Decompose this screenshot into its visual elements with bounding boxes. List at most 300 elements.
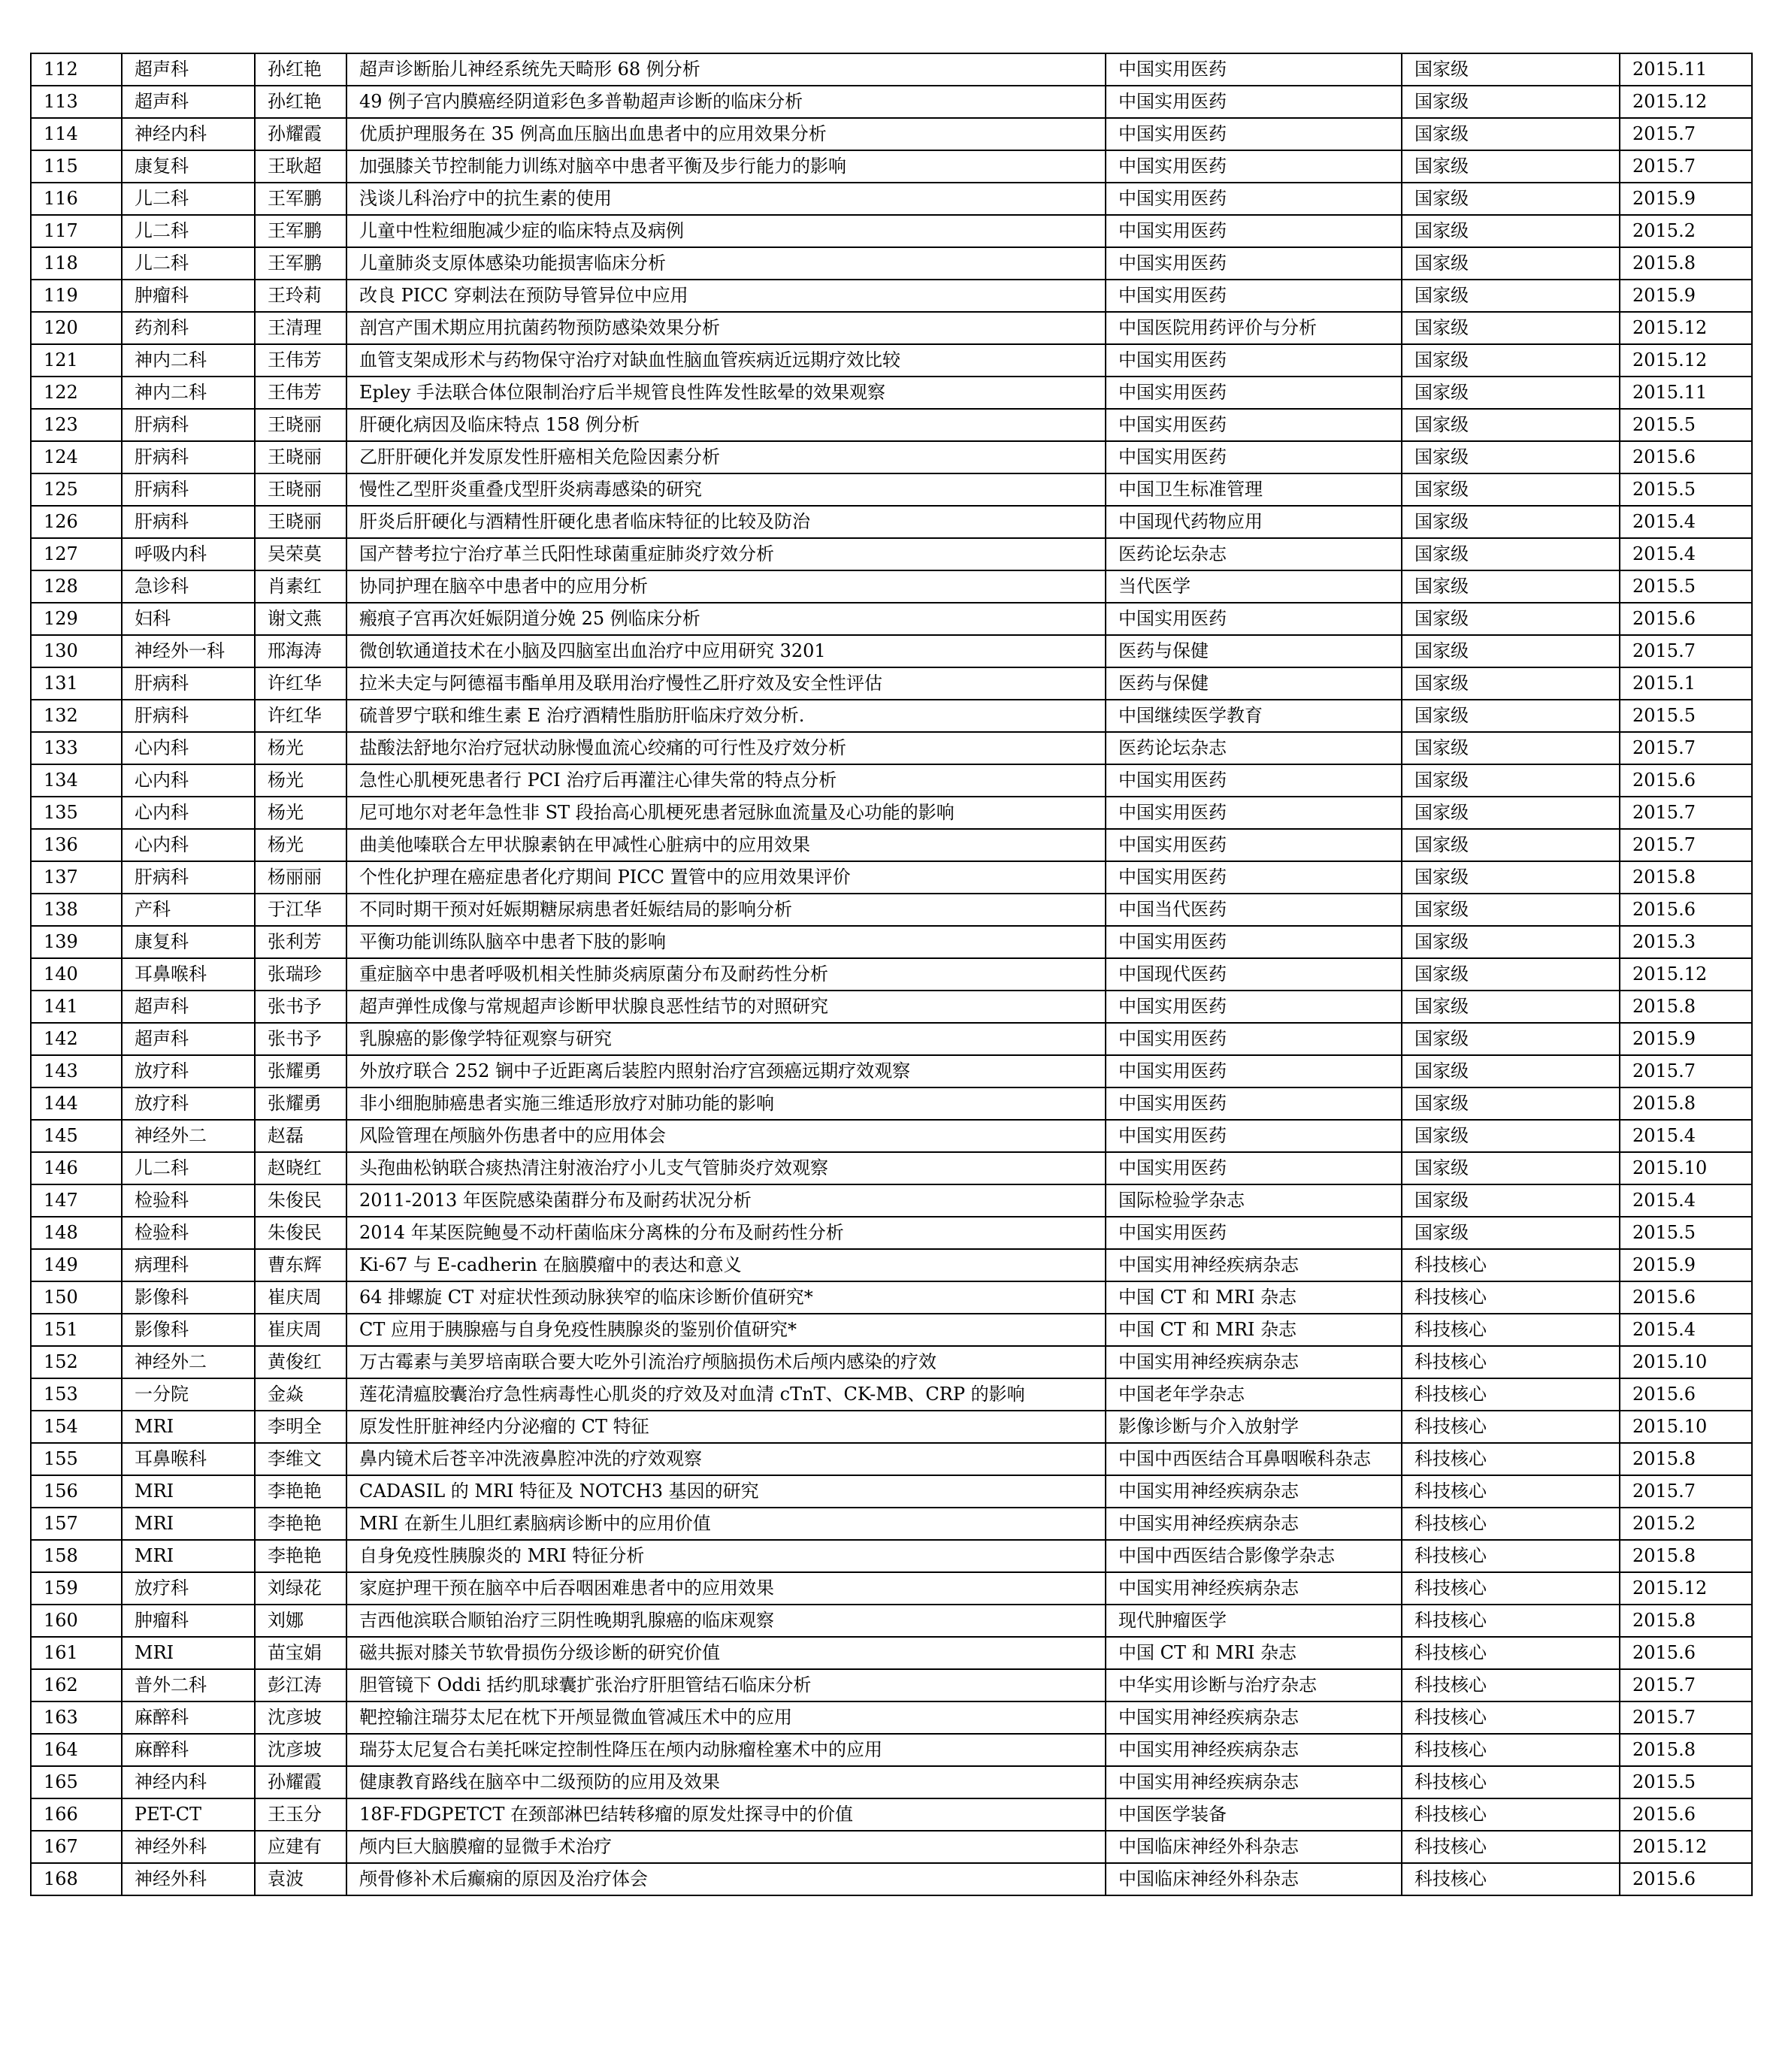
department-cell: MRI [122, 1475, 255, 1508]
author-cell: 沈彦坡 [255, 1734, 346, 1766]
department-cell: 病理科 [122, 1249, 255, 1281]
department-cell: 神经内科 [122, 118, 255, 150]
journal-cell: 中华实用诊断与治疗杂志 [1106, 1669, 1402, 1701]
date-cell: 2015.6 [1620, 603, 1752, 635]
date-cell: 2015.5 [1620, 1217, 1752, 1249]
table-row [31, 1249, 1752, 1281]
journal-cell: 中国实用神经疾病杂志 [1106, 1766, 1402, 1798]
author-cell: 曹东辉 [255, 1249, 346, 1281]
date-cell: 2015.4 [1620, 506, 1752, 538]
row-number-cell: 158 [31, 1540, 122, 1572]
journal-cell: 中国 CT 和 MRI 杂志 [1106, 1314, 1402, 1346]
journal-cell: 中国 CT 和 MRI 杂志 [1106, 1281, 1402, 1314]
department-cell: 神经外科 [122, 1863, 255, 1895]
department-cell: 呼吸内科 [122, 538, 255, 570]
row-number-cell: 113 [31, 86, 122, 118]
journal-cell: 中国实用医药 [1106, 1152, 1402, 1184]
level-cell: 国家级 [1402, 894, 1620, 926]
author-cell: 王伟芳 [255, 344, 346, 377]
author-cell: 赵磊 [255, 1120, 346, 1152]
author-cell: 肖素红 [255, 570, 346, 603]
date-cell: 2015.6 [1620, 1378, 1752, 1411]
table-row [31, 409, 1752, 441]
row-number-cell: 122 [31, 377, 122, 409]
journal-cell: 医药论坛杂志 [1106, 538, 1402, 570]
date-cell: 2015.12 [1620, 1572, 1752, 1605]
table-row [31, 506, 1752, 538]
level-cell: 国家级 [1402, 700, 1620, 732]
journal-cell: 中国实用医药 [1106, 441, 1402, 473]
department-cell: 康复科 [122, 150, 255, 183]
row-number-cell: 135 [31, 797, 122, 829]
level-cell: 国家级 [1402, 861, 1620, 894]
row-number-cell: 119 [31, 280, 122, 312]
journal-cell: 中国医学装备 [1106, 1798, 1402, 1831]
level-cell: 国家级 [1402, 764, 1620, 797]
level-cell: 国家级 [1402, 344, 1620, 377]
journal-cell: 中国实用医药 [1106, 183, 1402, 215]
journal-cell: 中国 CT 和 MRI 杂志 [1106, 1637, 1402, 1669]
title-cell: 非小细胞肺癌患者实施三维适形放疗对肺功能的影响 [346, 1087, 1106, 1120]
date-cell: 2015.11 [1620, 53, 1752, 86]
date-cell: 2015.5 [1620, 473, 1752, 506]
date-cell: 2015.6 [1620, 894, 1752, 926]
row-number-cell: 142 [31, 1023, 122, 1055]
table-row [31, 53, 1752, 86]
level-cell: 国家级 [1402, 86, 1620, 118]
level-cell: 科技核心 [1402, 1605, 1620, 1637]
date-cell: 2015.7 [1620, 1475, 1752, 1508]
journal-cell: 中国现代药物应用 [1106, 506, 1402, 538]
author-cell: 孙耀霞 [255, 1766, 346, 1798]
date-cell: 2015.8 [1620, 1540, 1752, 1572]
table-row [31, 118, 1752, 150]
date-cell: 2015.10 [1620, 1152, 1752, 1184]
row-number-cell: 161 [31, 1637, 122, 1669]
title-cell: 急性心肌梗死患者行 PCI 治疗后再灌注心律失常的特点分析 [346, 764, 1106, 797]
journal-cell: 影像诊断与介入放射学 [1106, 1411, 1402, 1443]
journal-cell: 当代医学 [1106, 570, 1402, 603]
author-cell: 金焱 [255, 1378, 346, 1411]
title-cell: 瘢痕子宫再次妊娠阴道分娩 25 例临床分析 [346, 603, 1106, 635]
table-row [31, 441, 1752, 473]
journal-cell: 中国实用医药 [1106, 86, 1402, 118]
title-cell: 儿童中性粒细胞减少症的临床特点及病例 [346, 215, 1106, 247]
level-cell: 国家级 [1402, 312, 1620, 344]
department-cell: 放疗科 [122, 1055, 255, 1087]
department-cell: 耳鼻喉科 [122, 1443, 255, 1475]
table-row [31, 1281, 1752, 1314]
title-cell: 协同护理在脑卒中患者中的应用分析 [346, 570, 1106, 603]
row-number-cell: 124 [31, 441, 122, 473]
journal-cell: 国际检验学杂志 [1106, 1184, 1402, 1217]
table-row [31, 764, 1752, 797]
date-cell: 2015.7 [1620, 635, 1752, 667]
department-cell: 神内二科 [122, 377, 255, 409]
level-cell: 科技核心 [1402, 1734, 1620, 1766]
level-cell: 科技核心 [1402, 1863, 1620, 1895]
level-cell: 国家级 [1402, 958, 1620, 991]
title-cell: 颅内巨大脑膜瘤的显微手术治疗 [346, 1831, 1106, 1863]
date-cell: 2015.12 [1620, 958, 1752, 991]
table-row [31, 1798, 1752, 1831]
date-cell: 2015.5 [1620, 409, 1752, 441]
title-cell: 慢性乙型肝炎重叠戊型肝炎病毒感染的研究 [346, 473, 1106, 506]
row-number-cell: 112 [31, 53, 122, 86]
table-row [31, 247, 1752, 280]
department-cell: 肝病科 [122, 441, 255, 473]
table-row [31, 1540, 1752, 1572]
row-number-cell: 165 [31, 1766, 122, 1798]
date-cell: 2015.10 [1620, 1346, 1752, 1378]
level-cell: 国家级 [1402, 1055, 1620, 1087]
row-number-cell: 130 [31, 635, 122, 667]
department-cell: 超声科 [122, 86, 255, 118]
level-cell: 科技核心 [1402, 1540, 1620, 1572]
author-cell: 杨光 [255, 732, 346, 764]
table-body [31, 53, 1752, 1895]
row-number-cell: 159 [31, 1572, 122, 1605]
table-row [31, 312, 1752, 344]
level-cell: 国家级 [1402, 538, 1620, 570]
author-cell: 张瑞珍 [255, 958, 346, 991]
table-row [31, 538, 1752, 570]
table-row [31, 991, 1752, 1023]
row-number-cell: 164 [31, 1734, 122, 1766]
table-row [31, 344, 1752, 377]
row-number-cell: 139 [31, 926, 122, 958]
row-number-cell: 132 [31, 700, 122, 732]
level-cell: 国家级 [1402, 1152, 1620, 1184]
department-cell: 神经外二 [122, 1346, 255, 1378]
row-number-cell: 133 [31, 732, 122, 764]
level-cell: 国家级 [1402, 1087, 1620, 1120]
table-row [31, 958, 1752, 991]
table-row [31, 1184, 1752, 1217]
author-cell: 崔庆周 [255, 1314, 346, 1346]
title-cell: 硫普罗宁联和维生素 E 治疗酒精性脂肪肝临床疗效分析. [346, 700, 1106, 732]
date-cell: 2015.8 [1620, 991, 1752, 1023]
row-number-cell: 125 [31, 473, 122, 506]
title-cell: 肝炎后肝硬化与酒精性肝硬化患者临床特征的比较及防治 [346, 506, 1106, 538]
author-cell: 吴荣莫 [255, 538, 346, 570]
row-number-cell: 137 [31, 861, 122, 894]
department-cell: 一分院 [122, 1378, 255, 1411]
author-cell: 王耿超 [255, 150, 346, 183]
row-number-cell: 146 [31, 1152, 122, 1184]
journal-cell: 中国实用医药 [1106, 797, 1402, 829]
level-cell: 科技核心 [1402, 1766, 1620, 1798]
journal-cell: 中国实用神经疾病杂志 [1106, 1701, 1402, 1734]
date-cell: 2015.9 [1620, 1023, 1752, 1055]
table-row [31, 635, 1752, 667]
table-row [31, 1605, 1752, 1637]
table-row [31, 700, 1752, 732]
level-cell: 国家级 [1402, 926, 1620, 958]
journal-cell: 中国临床神经外科杂志 [1106, 1831, 1402, 1863]
row-number-cell: 134 [31, 764, 122, 797]
department-cell: 心内科 [122, 732, 255, 764]
author-cell: 赵晓红 [255, 1152, 346, 1184]
level-cell: 国家级 [1402, 53, 1620, 86]
date-cell: 2015.4 [1620, 1314, 1752, 1346]
author-cell: 王晓丽 [255, 409, 346, 441]
author-cell: 李明全 [255, 1411, 346, 1443]
title-cell: 64 排螺旋 CT 对症状性颈动脉狭窄的临床诊断价值研究* [346, 1281, 1106, 1314]
row-number-cell: 126 [31, 506, 122, 538]
date-cell: 2015.5 [1620, 700, 1752, 732]
level-cell: 国家级 [1402, 635, 1620, 667]
author-cell: 王晓丽 [255, 473, 346, 506]
journal-cell: 中国实用医药 [1106, 215, 1402, 247]
date-cell: 2015.8 [1620, 1443, 1752, 1475]
date-cell: 2015.8 [1620, 1605, 1752, 1637]
date-cell: 2015.12 [1620, 312, 1752, 344]
author-cell: 王晓丽 [255, 441, 346, 473]
title-cell: CADASIL 的 MRI 特征及 NOTCH3 基因的研究 [346, 1475, 1106, 1508]
journal-cell: 中国实用医药 [1106, 150, 1402, 183]
author-cell: 杨光 [255, 764, 346, 797]
date-cell: 2015.4 [1620, 1184, 1752, 1217]
row-number-cell: 121 [31, 344, 122, 377]
level-cell: 国家级 [1402, 797, 1620, 829]
level-cell: 科技核心 [1402, 1831, 1620, 1863]
table-row [31, 183, 1752, 215]
author-cell: 沈彦坡 [255, 1701, 346, 1734]
table-row [31, 1087, 1752, 1120]
table-row [31, 732, 1752, 764]
author-cell: 孙红艳 [255, 53, 346, 86]
title-cell: CT 应用于胰腺癌与自身免疫性胰腺炎的鉴别价值研究* [346, 1314, 1106, 1346]
row-number-cell: 141 [31, 991, 122, 1023]
table-row [31, 150, 1752, 183]
level-cell: 科技核心 [1402, 1798, 1620, 1831]
author-cell: 王玲莉 [255, 280, 346, 312]
table-row [31, 1572, 1752, 1605]
table-row [31, 377, 1752, 409]
table-row [31, 1023, 1752, 1055]
department-cell: 儿二科 [122, 1152, 255, 1184]
department-cell: 急诊科 [122, 570, 255, 603]
level-cell: 国家级 [1402, 247, 1620, 280]
date-cell: 2015.5 [1620, 570, 1752, 603]
journal-cell: 中国实用医药 [1106, 247, 1402, 280]
row-number-cell: 148 [31, 1217, 122, 1249]
department-cell: 肝病科 [122, 506, 255, 538]
department-cell: 心内科 [122, 829, 255, 861]
title-cell: 18F-FDGPETCT 在颈部淋巴结转移瘤的原发灶探寻中的价值 [346, 1798, 1106, 1831]
row-number-cell: 128 [31, 570, 122, 603]
level-cell: 国家级 [1402, 1217, 1620, 1249]
department-cell: 神经外二 [122, 1120, 255, 1152]
level-cell: 科技核心 [1402, 1443, 1620, 1475]
department-cell: 神经外科 [122, 1831, 255, 1863]
journal-cell: 中国实用医药 [1106, 1217, 1402, 1249]
table-row [31, 667, 1752, 700]
row-number-cell: 136 [31, 829, 122, 861]
date-cell: 2015.7 [1620, 732, 1752, 764]
title-cell: 自身免疫性胰腺炎的 MRI 特征分析 [346, 1540, 1106, 1572]
row-number-cell: 129 [31, 603, 122, 635]
row-number-cell: 143 [31, 1055, 122, 1087]
row-number-cell: 118 [31, 247, 122, 280]
journal-cell: 中国实用医药 [1106, 377, 1402, 409]
journal-cell: 中国实用医药 [1106, 1120, 1402, 1152]
author-cell: 于江华 [255, 894, 346, 926]
journal-cell: 中国实用医药 [1106, 991, 1402, 1023]
date-cell: 2015.6 [1620, 764, 1752, 797]
date-cell: 2015.12 [1620, 344, 1752, 377]
table-row [31, 603, 1752, 635]
title-cell: 家庭护理干预在脑卒中后吞咽困难患者中的应用效果 [346, 1572, 1106, 1605]
row-number-cell: 127 [31, 538, 122, 570]
title-cell: 磁共振对膝关节软骨损伤分级诊断的研究价值 [346, 1637, 1106, 1669]
author-cell: 朱俊民 [255, 1217, 346, 1249]
title-cell: 颅骨修补术后癫痫的原因及治疗体会 [346, 1863, 1106, 1895]
department-cell: 影像科 [122, 1281, 255, 1314]
date-cell: 2015.9 [1620, 183, 1752, 215]
row-number-cell: 116 [31, 183, 122, 215]
table-row [31, 1508, 1752, 1540]
journal-cell: 医药与保健 [1106, 667, 1402, 700]
journal-cell: 中国卫生标准管理 [1106, 473, 1402, 506]
department-cell: 产科 [122, 894, 255, 926]
title-cell: 49 例子宫内膜癌经阴道彩色多普勒超声诊断的临床分析 [346, 86, 1106, 118]
table-row [31, 894, 1752, 926]
department-cell: 放疗科 [122, 1572, 255, 1605]
date-cell: 2015.7 [1620, 118, 1752, 150]
row-number-cell: 117 [31, 215, 122, 247]
date-cell: 2015.7 [1620, 797, 1752, 829]
level-cell: 国家级 [1402, 280, 1620, 312]
author-cell: 张利芳 [255, 926, 346, 958]
department-cell: 肿瘤科 [122, 1605, 255, 1637]
title-cell: 鼻内镜术后苍辛冲洗液鼻腔冲洗的疗效观察 [346, 1443, 1106, 1475]
table-row [31, 1378, 1752, 1411]
title-cell: 头孢曲松钠联合痰热清注射液治疗小儿支气管肺炎疗效观察 [346, 1152, 1106, 1184]
date-cell: 2015.12 [1620, 86, 1752, 118]
author-cell: 应建有 [255, 1831, 346, 1863]
title-cell: 不同时期干预对妊娠期糖尿病患者妊娠结局的影响分析 [346, 894, 1106, 926]
author-cell: 张书予 [255, 991, 346, 1023]
author-cell: 王清理 [255, 312, 346, 344]
level-cell: 国家级 [1402, 603, 1620, 635]
level-cell: 科技核心 [1402, 1378, 1620, 1411]
date-cell: 2015.6 [1620, 1863, 1752, 1895]
date-cell: 2015.1 [1620, 667, 1752, 700]
level-cell: 国家级 [1402, 183, 1620, 215]
title-cell: 吉西他滨联合顺铂治疗三阴性晚期乳腺癌的临床观察 [346, 1605, 1106, 1637]
title-cell: 胆管镜下 Oddi 括约肌球囊扩张治疗肝胆管结石临床分析 [346, 1669, 1106, 1701]
department-cell: 肝病科 [122, 861, 255, 894]
level-cell: 国家级 [1402, 215, 1620, 247]
author-cell: 刘绿花 [255, 1572, 346, 1605]
journal-cell: 中国临床神经外科杂志 [1106, 1863, 1402, 1895]
table-row [31, 1152, 1752, 1184]
table-row [31, 861, 1752, 894]
table-row [31, 1475, 1752, 1508]
level-cell: 科技核心 [1402, 1411, 1620, 1443]
journal-cell: 中国实用神经疾病杂志 [1106, 1734, 1402, 1766]
author-cell: 李艳艳 [255, 1475, 346, 1508]
department-cell: PET-CT [122, 1798, 255, 1831]
department-cell: 麻醉科 [122, 1701, 255, 1734]
author-cell: 许红华 [255, 700, 346, 732]
department-cell: 超声科 [122, 53, 255, 86]
date-cell: 2015.6 [1620, 441, 1752, 473]
department-cell: 妇科 [122, 603, 255, 635]
department-cell: 神经内科 [122, 1766, 255, 1798]
title-cell: 改良 PICC 穿刺法在预防导管异位中应用 [346, 280, 1106, 312]
department-cell: MRI [122, 1540, 255, 1572]
journal-cell: 中国实用神经疾病杂志 [1106, 1572, 1402, 1605]
level-cell: 科技核心 [1402, 1249, 1620, 1281]
title-cell: 2011-2013 年医院感染菌群分布及耐药状况分析 [346, 1184, 1106, 1217]
level-cell: 国家级 [1402, 667, 1620, 700]
title-cell: Ki-67 与 E-cadherin 在脑膜瘤中的表达和意义 [346, 1249, 1106, 1281]
title-cell: 瑞芬太尼复合右美托咪定控制性降压在颅内动脉瘤栓塞术中的应用 [346, 1734, 1106, 1766]
row-number-cell: 140 [31, 958, 122, 991]
row-number-cell: 115 [31, 150, 122, 183]
table-row [31, 829, 1752, 861]
level-cell: 国家级 [1402, 1184, 1620, 1217]
level-cell: 科技核心 [1402, 1281, 1620, 1314]
date-cell: 2015.6 [1620, 1281, 1752, 1314]
author-cell: 孙红艳 [255, 86, 346, 118]
date-cell: 2015.8 [1620, 247, 1752, 280]
journal-cell: 中国实用医药 [1106, 280, 1402, 312]
title-cell: 优质护理服务在 35 例高血压脑出血患者中的应用效果分析 [346, 118, 1106, 150]
department-cell: 麻醉科 [122, 1734, 255, 1766]
table-row [31, 1637, 1752, 1669]
table-row [31, 1411, 1752, 1443]
row-number-cell: 138 [31, 894, 122, 926]
title-cell: 国产替考拉宁治疗革兰氏阳性球菌重症肺炎疗效分析 [346, 538, 1106, 570]
date-cell: 2015.6 [1620, 1798, 1752, 1831]
level-cell: 科技核心 [1402, 1669, 1620, 1701]
department-cell: 儿二科 [122, 183, 255, 215]
department-cell: MRI [122, 1508, 255, 1540]
level-cell: 科技核心 [1402, 1508, 1620, 1540]
journal-cell: 中国实用医药 [1106, 1023, 1402, 1055]
journal-cell: 中国继续医学教育 [1106, 700, 1402, 732]
journal-cell: 中国老年学杂志 [1106, 1378, 1402, 1411]
level-cell: 科技核心 [1402, 1314, 1620, 1346]
title-cell: 靶控输注瑞芬太尼在枕下开颅显微血管减压术中的应用 [346, 1701, 1106, 1734]
journal-cell: 中国实用医药 [1106, 53, 1402, 86]
journal-cell: 中国当代医药 [1106, 894, 1402, 926]
row-number-cell: 151 [31, 1314, 122, 1346]
author-cell: 王玉分 [255, 1798, 346, 1831]
author-cell: 王晓丽 [255, 506, 346, 538]
row-number-cell: 160 [31, 1605, 122, 1637]
title-cell: 剖宫产围术期应用抗菌药物预防感染效果分析 [346, 312, 1106, 344]
level-cell: 国家级 [1402, 991, 1620, 1023]
level-cell: 国家级 [1402, 1023, 1620, 1055]
journal-cell: 中国实用神经疾病杂志 [1106, 1249, 1402, 1281]
date-cell: 2015.4 [1620, 538, 1752, 570]
level-cell: 国家级 [1402, 829, 1620, 861]
author-cell: 许红华 [255, 667, 346, 700]
date-cell: 2015.7 [1620, 829, 1752, 861]
publication-table [30, 53, 1753, 1896]
date-cell: 2015.6 [1620, 1637, 1752, 1669]
title-cell: 外放疗联合 252 锎中子近距离后装腔内照射治疗宫颈癌远期疗效观察 [346, 1055, 1106, 1087]
level-cell: 科技核心 [1402, 1637, 1620, 1669]
title-cell: 健康教育路线在脑卒中二级预防的应用及效果 [346, 1766, 1106, 1798]
department-cell: 神经外一科 [122, 635, 255, 667]
row-number-cell: 167 [31, 1831, 122, 1863]
